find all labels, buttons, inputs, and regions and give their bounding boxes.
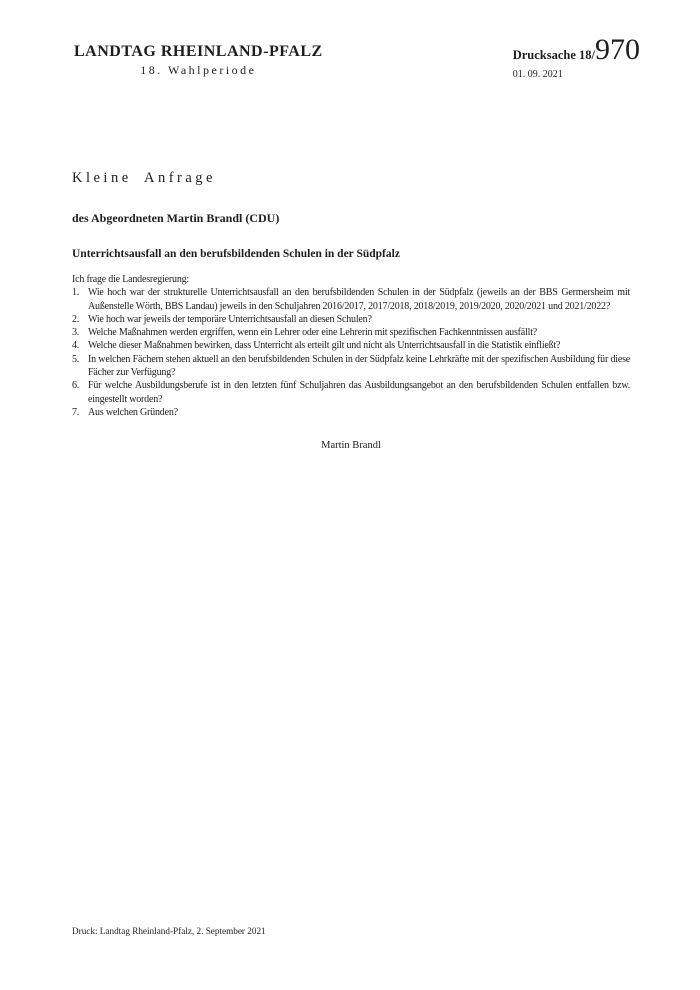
doc-title: Unterrichtsausfall an den berufsbildenden Schulen in der Südpfalz [72, 248, 400, 260]
legislative-period: 18. Wahlperiode [140, 63, 257, 77]
question-text: Aus welchen Gründen? [88, 406, 178, 418]
question-text: In welchen Fächern stehen aktuell an den berufsbildenden Schulen in der Südpfalz keine Lehrkräfte mit der spezifischen Ausbildung für diese Fächer zur Verfügung? [88, 353, 630, 379]
question-item [72, 313, 630, 326]
question-number: 3. [72, 327, 80, 339]
question-item [72, 286, 630, 313]
question-number: 7. [72, 406, 80, 418]
question-text: Welche Maßnahmen werden ergriffen, wenn ein Lehrer oder eine Lehrerin mit spezifischen Fachkenntnissen ausfällt? [88, 327, 538, 339]
author-line: des Abgeordneten Martin Brandl (CDU) [72, 211, 280, 225]
question-item [72, 353, 630, 380]
question-text: Welche dieser Maßnahmen bewirken, dass Unterricht als erteilt gilt und nicht als Unterrichtsausfall in die Statistik einfließt? [88, 340, 561, 352]
doc-date: 01. 09. 2021 [512, 69, 563, 80]
print-footer: Druck: Landtag Rheinland-Pfalz, 2. September 2021 [72, 926, 266, 936]
questions-list [72, 286, 630, 419]
question-item [72, 379, 630, 406]
question-item [72, 406, 630, 419]
org-title: LANDTAG RHEINLAND-PFALZ [74, 43, 323, 60]
drucksache-number: 970 [595, 33, 640, 66]
signature: Martin Brandl [321, 440, 381, 452]
question-number: 1. [72, 287, 80, 299]
question-number: 6. [72, 380, 80, 392]
drucksache-label: Drucksache 18/ [512, 48, 595, 62]
intro-line: Ich frage die Landesregierung: [72, 274, 189, 285]
question-number: 4. [72, 340, 80, 352]
question-item [72, 326, 630, 339]
question-item [72, 339, 630, 352]
question-text: Wie hoch war jeweils der temporäre Unterrichtsausfall an diesen Schulen? [88, 313, 372, 325]
question-text: Wie hoch war der strukturelle Unterrichtsausfall an den berufsbildenden Schulen in der Südpfalz (jeweils an der BBS Germersheim mit Außenstelle Wörth, BBS Landau) jeweils in den Schuljahren 2016/2017, 2017/2018, 2018/2019, 2019/2020, 2020/2021 und 2021/2022? [88, 287, 630, 312]
doc-type-heading: Kleine Anfrage [72, 170, 216, 186]
question-number: 2. [72, 313, 80, 325]
question-text: Für welche Ausbildungsberufe ist in den letzten fünf Schuljahren das Ausbildungsangebot an den berufsbildenden Schulen entfallen bzw. eingestellt worden? [88, 380, 630, 405]
question-number: 5. [72, 353, 80, 365]
document-body [72, 0, 630, 452]
